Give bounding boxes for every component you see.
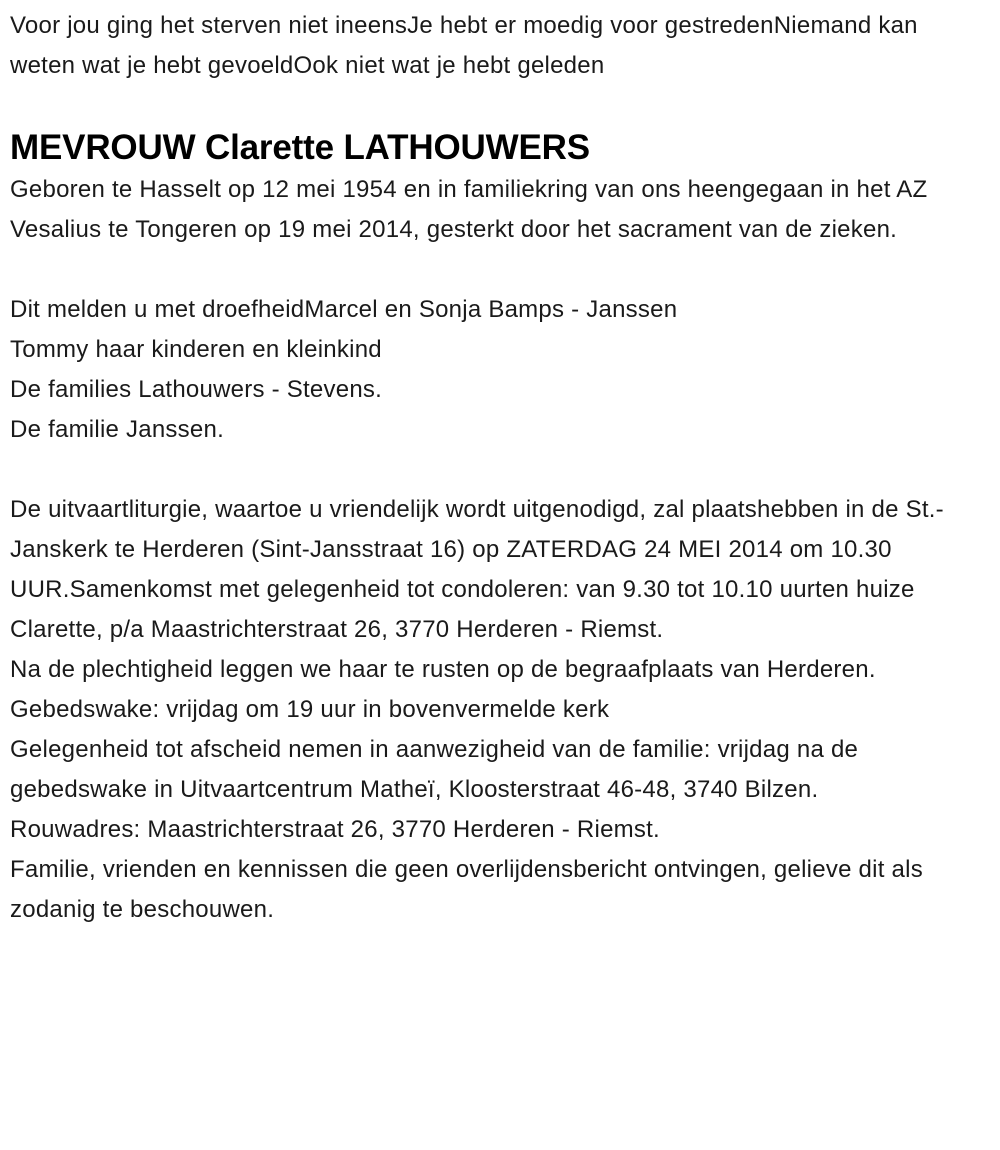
- service-line: Familie, vrienden en kennissen die geen overlijdensbericht ontvingen, gelieve dit als zodanig te beschouwen.: [10, 856, 923, 923]
- announcement-line: De familie Janssen.: [10, 416, 224, 443]
- service-line: Gebedswake: vrijdag om 19 uur in bovenvermelde kerk: [10, 696, 610, 723]
- service-additional-lines: [10, 650, 978, 930]
- funeral-liturgy-text: De uitvaartliturgie, waartoe u vriendelijk wordt uitgenodigd, zal plaatshebben in de St.-Janskerk te Herderen (Sint-Jansstraat 16) op ZATERDAG 24 MEI 2014 om 10.30 UUR.Samenkomst met gelegenheid tot condoleren: van 9.30 tot 10.10 uurten huize Clarette, p/a Maastrichterstraat 26, 3770 Herderen - Riemst.: [10, 496, 944, 643]
- birth-death-details: Geboren te Hasselt op 12 mei 1954 en in familiekring van ons heengegaan in het AZ Vesalius te Tongeren op 19 mei 2014, gesterkt door het sacrament van de zieken.: [10, 176, 928, 243]
- announcement-line: Dit melden u met droefheidMarcel en Sonja Bamps - Janssen: [10, 296, 678, 323]
- service-line: Na de plechtigheid leggen we haar te rusten op de begraafplaats van Herderen.: [10, 656, 876, 683]
- service-details: [10, 490, 978, 930]
- service-line: Rouwadres: Maastrichterstraat 26, 3770 Herderen - Riemst.: [10, 816, 660, 843]
- announcement-line: De families Lathouwers - Stevens.: [10, 376, 383, 403]
- deceased-name: MEVROUW Clarette LATHOUWERS: [10, 128, 590, 167]
- announcement-line: Tommy haar kinderen en kleinkind: [10, 336, 382, 363]
- deceased-identity-block: [10, 126, 978, 250]
- family-announcement: [10, 290, 978, 450]
- memorial-poem: Voor jou ging het sterven niet ineensJe hebt er moedig voor gestredenNiemand kan weten wat je hebt gevoeldOok niet wat je hebt geleden: [10, 12, 918, 79]
- service-line: Gelegenheid tot afscheid nemen in aanwezigheid van de familie: vrijdag na de gebedswake in Uitvaartcentrum Matheï, Kloosterstraat 46-48, 3740 Bilzen.: [10, 736, 859, 803]
